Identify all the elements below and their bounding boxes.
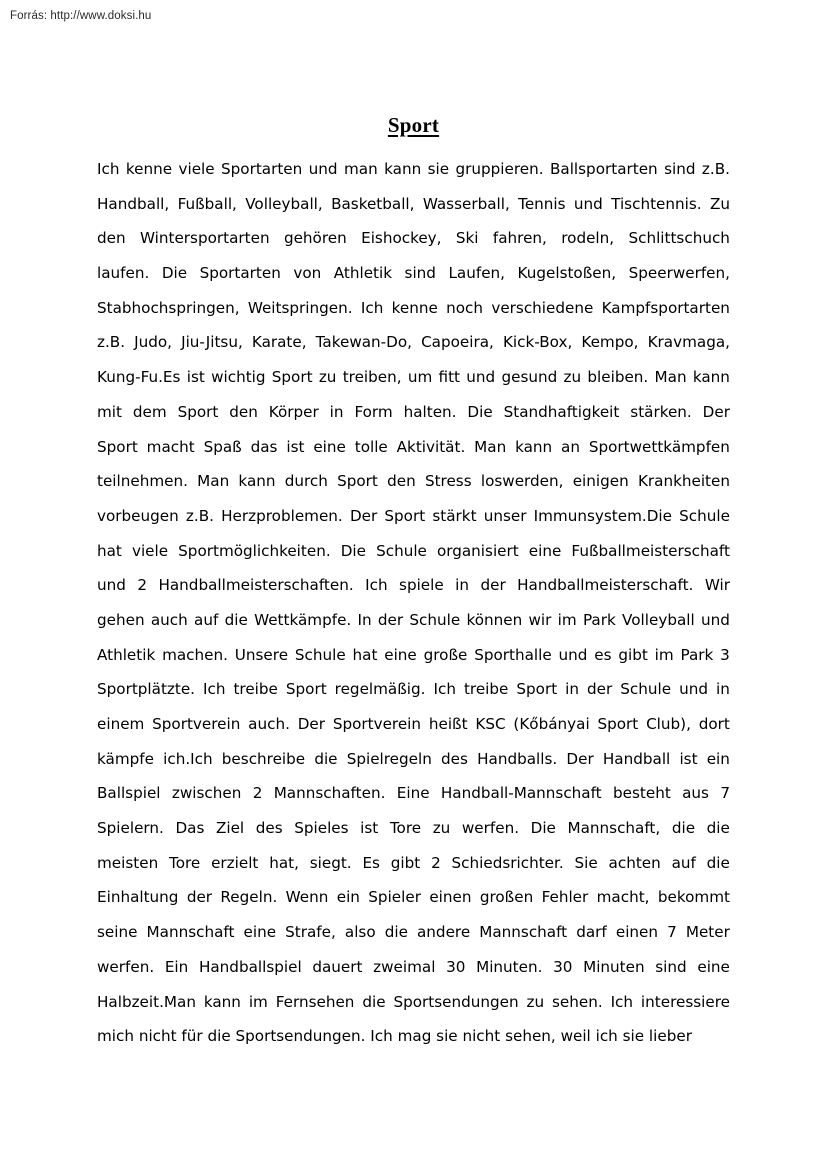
paragraph-line: und 2 Handballmeisterschaften. Ich spiele in der Handballmeisterschaft. Wir xyxy=(97,576,730,595)
paragraph-line: Spielern. Das Ziel des Spieles ist Tore zu werfen. Die Mannschaft, die die xyxy=(97,819,730,838)
paragraph-line: Sportplätzte. Ich treibe Sport regelmäßig. Ich treibe Sport in der Schule und in xyxy=(97,680,730,699)
paragraph-line: laufen. Die Sportarten von Athletik sind Laufen, Kugelstoßen, Speerwerfen, xyxy=(97,264,730,283)
paragraph-line: z.B. Judo, Jiu-Jitsu, Karate, Takewan-Do, Capoeira, Kick-Box, Kempo, Kravmaga, xyxy=(97,333,730,352)
paragraph-line: Stabhochspringen, Weitspringen. Ich kenne noch verschiedene Kampfsportarten xyxy=(97,298,730,317)
paragraph-line: Halbzeit.Man kann im Fernsehen die Sportsendungen zu sehen. Ich interessiere xyxy=(97,992,730,1011)
paragraph-line: Ich kenne viele Sportarten und man kann sie gruppieren. Ballsportarten sind z.B. xyxy=(97,160,730,178)
paragraph-line: werfen. Ein Handballspiel dauert zweimal 30 Minuten. 30 Minuten sind eine xyxy=(97,957,730,976)
paragraph-line: einem Sportverein auch. Der Sportverein heißt KSC (Kőbányai Sport Club), dort xyxy=(97,715,730,733)
paragraph-line: teilnehmen. Man kann durch Sport den Stress loswerden, einigen Krankheiten xyxy=(97,472,730,491)
paragraph-line: den Wintersportarten gehören Eishockey, Ski fahren, rodeln, Schlittschuch xyxy=(97,229,730,248)
paragraph-line: hat viele Sportmöglichkeiten. Die Schule organisiert eine Fußballmeisterschaft xyxy=(97,541,730,560)
source-watermark: Forrás: http://www.doksi.hu xyxy=(10,10,152,22)
paragraph-line: kämpfe ich.Ich beschreibe die Spielregeln des Handballs. Der Handball ist ein xyxy=(97,749,730,768)
paragraph-line: Handball, Fußball, Volleyball, Basketball, Wasserball, Tennis und Tischtennis. Zu xyxy=(97,194,730,213)
paragraph-line: mich nicht für die Sportsendungen. Ich mag sie nicht sehen, weil ich sie lieber xyxy=(97,1027,692,1046)
paragraph-line: mit dem Sport den Körper in Form halten. Die Standhaftigkeit stärken. Der xyxy=(97,402,730,421)
paragraph-line: Ballspiel zwischen 2 Mannschaften. Eine Handball-Mannschaft besteht aus 7 xyxy=(97,784,730,803)
paragraph-line: Sport macht Spaß das ist eine tolle Aktivität. Man kann an Sportwettkämpfen xyxy=(97,437,730,456)
document-body xyxy=(97,152,730,1054)
page-title: Sport xyxy=(387,113,440,138)
paragraph-line: Einhaltung der Regeln. Wenn ein Spieler einen großen Fehler macht, bekommt xyxy=(97,888,730,907)
paragraph-line: Athletik machen. Unsere Schule hat eine große Sporthalle und es gibt im Park 3 xyxy=(97,645,730,664)
paragraph-line: vorbeugen z.B. Herzproblemen. Der Sport stärkt unser Immunsystem.Die Schule xyxy=(97,506,730,525)
paragraph-line: meisten Tore erzielt hat, siegt. Es gibt 2 Schiedsrichter. Sie achten auf die xyxy=(97,853,730,872)
paragraph-line: Kung-Fu.Es ist wichtig Sport zu treiben, um fitt und gesund zu bleiben. Man kann xyxy=(97,368,730,387)
paragraph-line: seine Mannschaft eine Strafe, also die andere Mannschaft darf einen 7 Meter xyxy=(97,923,730,942)
paragraph-line: gehen auch auf die Wettkämpfe. In der Schule können wir im Park Volleyball und xyxy=(97,610,730,629)
